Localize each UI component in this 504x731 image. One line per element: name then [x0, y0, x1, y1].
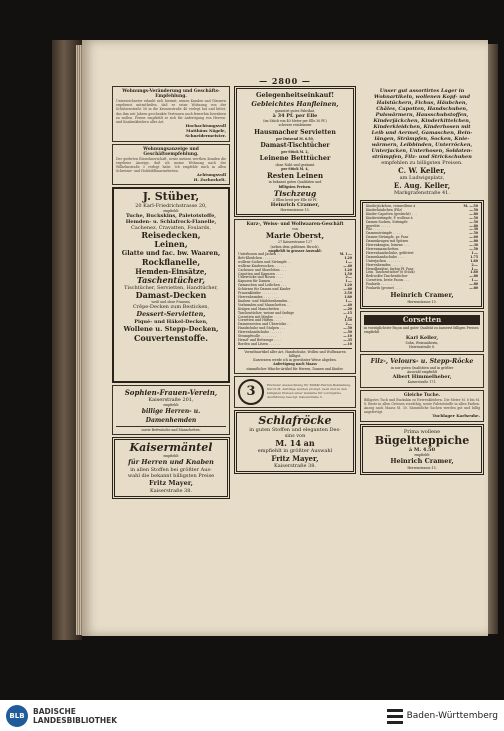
- price-item-label: gewebte . . . . .: [366, 223, 390, 228]
- ad-stueber: [112, 187, 230, 383]
- ad-footer: Kurzwaren werde ich in gewohnter Weise abgeben.: [253, 358, 337, 363]
- ad-line: à 34 Pf. per Elle: [272, 113, 318, 120]
- price-item-label: Knaben- und Mädchenhemden . .: [238, 298, 292, 303]
- ad-tagline: empfiehlt in grosser Auswahl:: [268, 248, 322, 253]
- ad-line: schwere reinleinene: [278, 123, 312, 128]
- notice-zschockelt: [112, 144, 230, 185]
- price-item-value: —.50: [469, 219, 478, 224]
- ad-line: Unterjacken, Unterhosen, Soldaten-: [371, 148, 473, 154]
- price-item-label: Kinderjäckchen, reinwollene à: [366, 204, 416, 208]
- ad-line: in nur guten Qualitäten und in größter: [390, 365, 454, 370]
- price-item-value: —.10: [343, 334, 352, 339]
- price-item-label: Taschentücher, weisse und farbige: [238, 310, 295, 315]
- ad-address: Kaiserstraße 201,: [148, 396, 194, 403]
- ad-line: Damast-Tischtücher: [260, 141, 330, 149]
- blb-logo-text: [33, 707, 117, 725]
- bw-logo-text: Baden-Württemberg: [406, 710, 498, 721]
- price-item-value: —.50: [343, 330, 352, 335]
- price-item-label: Filz . . . . .: [366, 227, 383, 232]
- ad-address: am Ludwigsplatz,: [399, 175, 445, 181]
- price-item-label: Kinderhäubchen (Filz): [366, 207, 403, 212]
- ad-line: längen, Strümpfen, Socken, Knie-: [374, 136, 470, 142]
- price-item-label: Cachenez und Shawlchen . . .: [238, 267, 286, 272]
- ad-line: Cachenez, Cravatten, Foulards,: [131, 225, 211, 232]
- ad-line: in guten Stoffen und eleganten Des-: [249, 426, 341, 433]
- ad-line: billige Herren- u. Damenhemden: [141, 408, 201, 425]
- price-row: [238, 343, 352, 347]
- notice-body: Unterzeichneter erlaubt sich hiermit, seinen Kunden und Gönnern ergebenst mitzutheilen, daß er seine Wohnung von der Schützenstraße 56 in die Kronenstraße 46 verlegt hat und bittet, das ihm seit Jahren geschenkte Vertrauen auch fernerhin bewahren zu wollen. Ferner empfiehlt er sich für Anfertigung von Herren- und Knabenkleidern aller Art.: [116, 99, 226, 125]
- price-item-label: Borden und Litzen . . . . . .: [238, 341, 281, 346]
- price-item-value: —.10: [343, 341, 352, 346]
- ad-line: Taschentücher,: [136, 275, 206, 286]
- ad-line: Rockflanelle,: [141, 257, 201, 268]
- price-item-label: Handschuhe und Stulpen . . .: [238, 326, 286, 331]
- price-item-label: Foulards (grosse) . . . .: [366, 286, 403, 291]
- price-item-value: 1.—: [345, 279, 352, 284]
- notice-title: Wohnungsanzeige und Geschäftsempfehlung.: [143, 146, 199, 157]
- price-item-label: Herrenhandschuhe . . . . . .: [238, 330, 282, 335]
- ad-line: Halstüchern, Fichus, Häubchen,: [376, 100, 468, 106]
- ad-title: Filz-, Velours- u. Stepp-Röcke: [370, 357, 474, 365]
- price-item-value: 1.50: [344, 318, 352, 323]
- price-item-label: Krägen und Manschetten . . .: [238, 306, 286, 311]
- ad-keller-assortment: [360, 86, 484, 198]
- ad-merchant-name: Fritz Mayer,: [271, 453, 319, 463]
- ad-line: Prima wollene: [403, 428, 441, 435]
- ad-himmelheber: [360, 354, 484, 388]
- ad-cramer-pricelist: [360, 200, 484, 309]
- price-item-label: Schürzen für Damen und Kinder: [238, 287, 291, 292]
- right-page-edge: [488, 44, 498, 634]
- ad-title: Corsetten: [364, 315, 480, 325]
- ad-line: Sohn, Weissnäherin,: [405, 340, 439, 345]
- ad-merchant-name: E. Aug. Keller,: [393, 181, 451, 190]
- price-item-value: —.40: [343, 263, 352, 268]
- column-3: [360, 86, 484, 477]
- price-item-label: Herrenmanschetten: [366, 246, 399, 251]
- ad-title: Sophien-Frauen-Verein,: [124, 387, 218, 397]
- ad-recommends: empfiehlt: [163, 454, 179, 459]
- price-item-label: Herrenhandschuhe, gefüttert: [366, 250, 414, 255]
- ad-line: Couvertenstoffe.: [133, 333, 209, 344]
- newspaper-page: [82, 40, 488, 636]
- ad-line: von: [292, 227, 298, 232]
- price-item-label: Kinderstrümpfe, P. wollene à: [366, 215, 413, 220]
- ad-line: Leinene Betttücher: [259, 154, 331, 163]
- price-item-value: —.80: [469, 274, 478, 279]
- ad-merchant-name: Albert Himmelheber,: [392, 374, 452, 381]
- ad-line: Hemden- u. Schlafrock-Flanelle,: [125, 219, 217, 226]
- price-item-label: Strumpfwolle . . . . . . . .: [238, 334, 277, 339]
- ad-line: Hemden-Einsätze,: [135, 267, 207, 277]
- blb-logo[interactable]: [6, 705, 117, 727]
- ad-line: Wohnartikeln, wollenen Kopf- und: [374, 94, 470, 100]
- ad-marie-oberst: [234, 219, 356, 374]
- price-item-value: —.80: [469, 286, 478, 291]
- ad-line: Tischtücher, Servietten, Handtücher,: [124, 285, 218, 292]
- price-item-label: Bedruckte Taschentücher: [366, 274, 408, 279]
- number-badge: 3: [238, 379, 264, 405]
- ad-merchant-name: C. W. Keller,: [398, 166, 446, 175]
- ad-line: Unser gut assortirtes Lager in: [379, 88, 465, 94]
- ad-address: Herrenstrasse 15.: [407, 465, 437, 470]
- ad-address: Herrenstraße 8.: [408, 344, 436, 349]
- price-item-value: M. 1.—: [339, 252, 352, 257]
- ad-address: 27 Kaiserstrasse 127: [277, 240, 312, 245]
- ad-signature: Tuchlager Karlsruhe.: [432, 413, 480, 419]
- price-item-label: Corsetten, beste Facon . . .: [366, 278, 410, 283]
- ad-address: Herrenstrasse 15.: [280, 208, 310, 213]
- ad-line: strümpfen, Filz- und Strickschuhen: [372, 154, 472, 160]
- price-list: [238, 253, 352, 347]
- ad-line: garantirt gutes Fabrikat,: [274, 109, 316, 113]
- ad-line: Glatte und fac. bw. Waaren,: [121, 249, 221, 258]
- price-item-value: —.20: [343, 306, 352, 311]
- price-item-value: —.30: [469, 243, 478, 248]
- ad-mayer-schlafroecke: [234, 410, 356, 474]
- ad-line: 2 Ellen breit per Elle 60 Pf.: [272, 197, 318, 202]
- ad-title: Schlafröcke: [258, 413, 332, 427]
- ad-line: Reisedecken,: [141, 230, 201, 241]
- ad-line: Tuche, Buckskins, Paletotstoffe,: [125, 213, 217, 220]
- ad-address: Herrenstrasse 15.: [407, 299, 437, 304]
- price-item-value: —.80: [469, 282, 478, 287]
- divider: [116, 426, 226, 427]
- ad-address: Markgrafenstraße 41.: [394, 190, 450, 196]
- ad-subtitle: Gebleichtes Hanfleinen,: [251, 100, 339, 108]
- price-item-value: —.60: [469, 235, 478, 240]
- bw-logo[interactable]: [387, 707, 498, 725]
- price-item-label: Frauenkleider . . . . . . . .: [238, 291, 278, 296]
- ad-merchant-name: Heinrich Cramer,: [390, 290, 454, 299]
- price-item-label: Gamaschen und Leibchen . . .: [238, 283, 286, 288]
- ad-cramer-buegelteppiche: [360, 424, 484, 475]
- price-item-label: Herrenhemden . . . . . .: [366, 262, 403, 267]
- page-number: — 2800 —: [259, 76, 311, 86]
- price-item-value: 1.—: [345, 298, 352, 303]
- divider: [238, 348, 352, 349]
- price-item-value: —.35: [343, 337, 352, 342]
- blb-logo-icon: BLB: [6, 705, 28, 727]
- price-item-value: —.50: [469, 207, 478, 212]
- ad-address: Kaiserstraße 171.: [407, 380, 437, 385]
- ad-price: à M. 4.50: [408, 446, 436, 453]
- price-item-value: 1.—: [345, 259, 352, 264]
- ad-line: Crêpe-Decken zum Besticken,: [132, 304, 210, 311]
- ad-mayer-kaisermaentel: [112, 437, 230, 499]
- price-item-label: Damenhandschuhe . . . .: [366, 254, 406, 259]
- price-item-label: Corsetten und Hüften . . . .: [238, 318, 282, 323]
- ad-line: Wollene u. Stepp-Decken,: [123, 325, 219, 334]
- price-item-label: Damenwesten und Überröcke . .: [238, 322, 291, 327]
- ad-line: wahl die bekannt billigsten Preise: [127, 473, 215, 480]
- ad-keller-corsetten: [360, 311, 484, 352]
- ad-merchant-name: Fritz Mayer,: [149, 479, 193, 488]
- ad-line: für Herren und Knaben: [128, 458, 214, 467]
- price-item-label: Bett-Kleidchen . . . . . . .: [238, 255, 277, 260]
- ad-line: billigsten Preisen.: [278, 184, 312, 189]
- price-item-value: —.50: [469, 231, 478, 236]
- ad-merchant-name: Heinrich Cramer,: [270, 202, 320, 209]
- ad-line: sins von: [284, 432, 306, 439]
- price-item-value: —.40: [343, 302, 352, 307]
- column-1: [112, 86, 230, 501]
- price-item-label: Damen-Socken, Strümpfe: [366, 219, 408, 224]
- ad-line: Auswahl empfiehlt: [406, 370, 438, 375]
- notice-signature-role: Schneidermeister.: [185, 133, 226, 139]
- price-item-label: Unterhosen und Jacken . . .: [238, 252, 283, 257]
- price-item-value: M. —.50: [463, 204, 478, 208]
- ad-merchant-name: Marie Oberst,: [265, 231, 325, 241]
- price-item-label: Capotten und Kapuzen . . . .: [238, 271, 284, 276]
- ad-tuche: [360, 390, 484, 422]
- viewer-footer: [0, 700, 504, 731]
- price-item-value: 1.—: [471, 266, 478, 271]
- ad-address: (neben dem goldenen Hirsch),: [270, 244, 320, 249]
- ad-line: Pulswärmern, Hausschuhstoffen,: [375, 112, 469, 118]
- price-item-value: 1.80: [344, 295, 352, 300]
- price-item-value: 1.—: [471, 278, 478, 283]
- notice-signature: Matthäus Nägele,: [186, 128, 226, 134]
- ad-title: Bügeltteppiche: [374, 433, 470, 447]
- ad-recommends: empfiehlt: [414, 452, 430, 457]
- price-item-value: —.50: [343, 326, 352, 331]
- price-item-value: —.80: [469, 223, 478, 228]
- ad-line: empfiehlt in größter Auswahl: [257, 447, 333, 454]
- ad-merchant-name: Heinrich Cramer,: [390, 456, 454, 465]
- price-item-label: Lein. Taschentücher (6 Stück): [366, 270, 415, 275]
- ad-price: M. 14 an: [275, 437, 315, 448]
- ad-title: Kaisermäntel: [129, 441, 213, 455]
- ad-cramer-gelegenheitseinkauf: [234, 86, 356, 217]
- price-item-value: —.80: [469, 211, 478, 216]
- ad-body: Höchster Auszeichnung für Militär-Herren-Bekleidung. Durch M. Aufträge werden prompt, reell und zu den billigsten Preisen unter Garantie für vorzügliche Ausführung besorgt. Kaiserstraße 3.: [267, 383, 352, 399]
- ad-address: 20 Karl-Friedrichstrasse 20,: [135, 202, 207, 209]
- price-item-value: 1.20: [344, 283, 352, 288]
- notice-signature-prefix: Hochachtungsvoll: [185, 123, 226, 129]
- price-item-value: —.80: [469, 239, 478, 244]
- price-item-label: wollene Kindersocken . . . . . .: [238, 263, 286, 268]
- ad-line: Leib und Aermel, Gamaschen, Bein-: [371, 130, 473, 136]
- ad-line: per Stück M. 4,: [281, 167, 309, 172]
- price-list: [366, 205, 478, 291]
- price-item-value: —.50: [469, 246, 478, 251]
- notice-signature: H. Zschockelt.: [193, 176, 226, 182]
- ad-stack: [238, 379, 352, 405]
- ad-line: Resten Leinen: [266, 171, 324, 181]
- price-item-label: Vorhemden und Manschetten . .: [238, 302, 290, 307]
- ad-line: Dessert-Servietten,: [136, 310, 206, 319]
- ad-line: Tischzeug: [273, 188, 317, 198]
- ad-title: Gelegenheitseinkauf!: [255, 91, 335, 99]
- price-item-label: Herrenhemden . . . . . . . .: [238, 295, 279, 300]
- ad-title: Kurz-, Weiss- und Wollwaaren-Geschäft: [246, 222, 344, 228]
- ad-line: Damast-Decken: [135, 290, 207, 301]
- price-item-label: Hemd- und Bettzeuge . . . .: [238, 337, 282, 342]
- price-item-label: Corsetten mit Mieder . . . . .: [238, 314, 284, 319]
- ad-line: Hausmacher Servietten: [254, 128, 336, 136]
- price-item-label: Kinder-Capotten (gestrickt) . . .: [366, 211, 417, 216]
- ad-line: in allen Stoffen bei größter Aus-: [130, 467, 212, 474]
- price-item-value: —.50: [469, 215, 478, 220]
- ad-military-uniforms: [234, 376, 356, 408]
- ad-line: wärmern, Leibbinden, Unterröcken,: [371, 142, 473, 148]
- price-item-value: 1.80: [470, 258, 478, 263]
- ad-line: in vorzüglichster Façon und guter Qualität zu äusserst billigen Preisen empfiehlt: [364, 326, 479, 335]
- price-item-value: 2.—: [471, 262, 478, 267]
- ad-recommends: empfiehlt: [163, 402, 179, 407]
- ad-recommends: empfiehlt: [163, 208, 179, 213]
- ad-address: Kaiserstraße 38.: [273, 462, 317, 469]
- bw-lions-icon: [387, 707, 403, 725]
- ad-line: per Dutzend M. 6.50,: [276, 136, 314, 141]
- price-item-label: Herrenkragen, leinene . . .: [366, 243, 409, 248]
- ad-line: (im Stück von 40 Meter per Elle 30 Pf.): [263, 119, 327, 124]
- ad-title: Gleiche Tuche.: [403, 392, 441, 398]
- ad-address: Kaiserstraße 38.: [149, 488, 193, 495]
- price-item-label: Foulards . . . . . . .: [366, 282, 395, 287]
- price-item-label: wollene Socken und Strümpfe . .: [238, 259, 291, 264]
- price-item-value: 1.50: [344, 271, 352, 276]
- ad-footer: Anfertigung nach Maass: [273, 362, 317, 367]
- ad-body: Billigstes Tuch und Buckskin zu Herrenkleidern. Die Meter M. 6 bis M. 8. Reste in allen Grössen vorräthig, sowie Paletotstoffe in allen Farben. Anzug nach Maass M. 30. Sämmtliche Sachen werden gut und billig angefertigt.: [364, 397, 480, 415]
- ad-line: Châles, Capotten, Handschuhen,: [376, 106, 468, 112]
- ad-line: Kinderkleidchen, Kinderhosen mit: [373, 124, 471, 130]
- price-item-value: 2.—: [345, 275, 352, 280]
- ad-footer: sämmtlicher Wäsche-Artikel für Herren, Damen und Kinder.: [246, 366, 344, 371]
- blb-line-1: BADISCHE: [33, 706, 76, 716]
- ad-line: Kinderjäckchen, Kinderkittelchen,: [373, 118, 471, 124]
- notice-naegele: [112, 86, 230, 142]
- price-item-value: 2.—: [345, 322, 352, 327]
- ad-line: weiß und ohne Fransen,: [151, 300, 191, 305]
- price-item-label: Damen-Strümpfe, pr. Paar: [366, 235, 409, 240]
- ad-merchant-name: J. Stüber,: [142, 189, 200, 203]
- ad-line: ohne Naht und gesäumt: [275, 163, 315, 168]
- price-item-value: 1.20: [344, 267, 352, 272]
- ad-footer: Vorrathsartikel aller Art, Handschuhe, Wollen und Wollwaaren billigst.: [244, 349, 346, 358]
- price-item-label: Unterjacken . . . . . . .: [366, 258, 401, 263]
- price-item-label: Kapuzen für Damen . . . . . .: [238, 279, 283, 284]
- price-item-label: Hemdbesätze, farbig Pf. Paar: [366, 266, 414, 271]
- ad-line: empfehlen zu billigsten Preisen.: [381, 160, 463, 166]
- ad-line: per Stück M. 2,: [281, 149, 309, 154]
- price-item-value: —.15: [343, 310, 352, 315]
- column-2: [234, 86, 356, 476]
- price-item-value: —.60: [343, 287, 352, 292]
- notice-signature-prefix: Achtungsvoll: [196, 172, 226, 178]
- price-item-value: 1.80: [470, 270, 478, 275]
- price-item-label: Damenstrümpfe . . . . .: [366, 231, 403, 236]
- ad-line: Leinen,: [154, 239, 188, 250]
- notice-body: Der geehrten Einwohnerschaft, sowie meinen werthen Kunden die ergebene Anzeige, daß ich meine Wohnung nach der Wilhelmstraße 3 verlegt habe. Ich empfehle mich in allen Schreiner- und Holzbildhauerarbeiten.: [116, 156, 226, 174]
- ad-line: in bekannt guten Qualitäten und: [268, 180, 322, 185]
- ad-merchant-name: Karl Keller,: [405, 334, 439, 341]
- price-item-value: 1.—: [471, 250, 478, 255]
- price-item-value: 1.—: [345, 314, 352, 319]
- ad-line: sowie Bettwäsche und Manschetten.: [141, 428, 201, 433]
- ad-line: Piqué- und Häkel-Decken,: [134, 319, 208, 326]
- price-item-value: 1.75: [470, 254, 478, 259]
- price-item-value: —.30: [469, 227, 478, 232]
- blb-line-2: LANDESBIBLIOTHEK: [33, 715, 118, 725]
- price-item-value: 3.50: [344, 291, 352, 296]
- price-item-value: 1.20: [344, 255, 352, 260]
- notice-title: Wohnungs-Veränderung und Geschäfts-Empfehlung.: [122, 89, 220, 99]
- ad-sophien-verein: [112, 385, 230, 435]
- price-item-label: Damenkragen mit Spitzen: [366, 239, 409, 244]
- price-item-label: Unterröcke und Hosen . . . .: [238, 275, 284, 280]
